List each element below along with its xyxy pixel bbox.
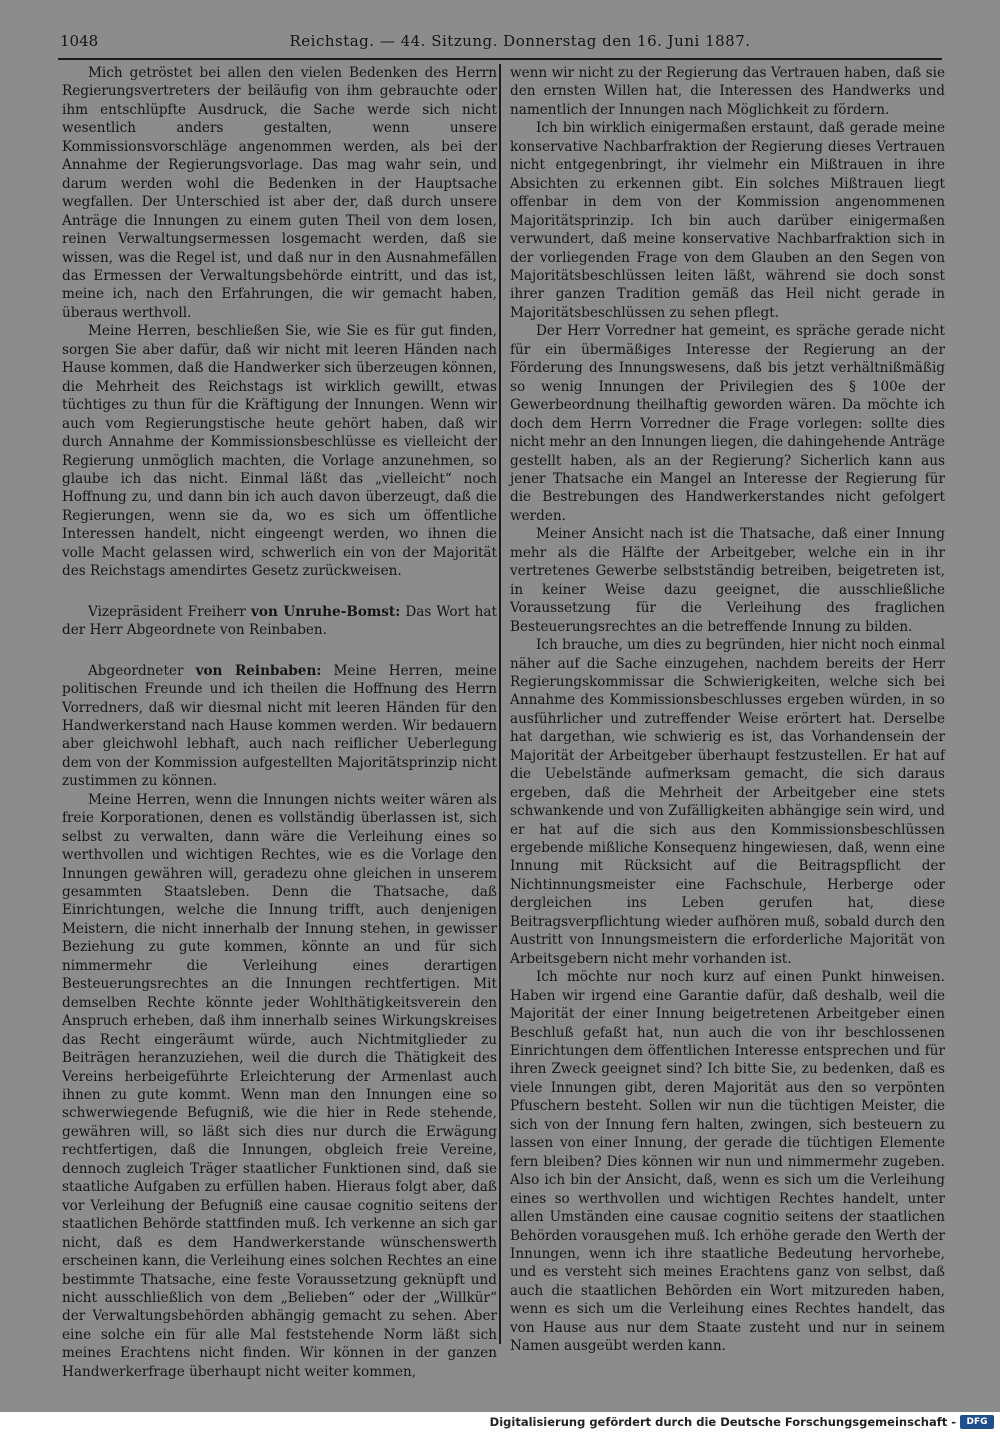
- column-divider: [499, 64, 501, 1344]
- paragraph: Der Herr Vorredner hat gemeint, es spräche gerade nicht für ein übermäßiges Interesse der Regierung an der Förderung des Innungswesens, daß bis jetzt verhältnißmäßig so wenig Innungen der Privilegien des § 100e der Gewerbeordnung theilhaftig geworden wären. Da möchte ich doch dem Herrn Vorredner die Frage vorlegen: sollte dies nicht mehr an den Innungen liegen, die dahingehende Anträge gestellt haben, als an der Regierung? Sicherlich kann aus jener Thatsache ein Mangel an Interesse der Regierung für die Bestrebungen des Handwerkerstandes nicht gefolgert werden.: [510, 323, 945, 524]
- funding-credit: Digitalisierung gefördert durch die Deutsche Forschungsgemeinschaft -: [489, 1415, 956, 1429]
- paragraph: Ich möchte nur noch kurz auf einen Punkt hinweisen. Haben wir irgend eine Garantie dafür, daß deshalb, weil die Majorität der einer Innung beigetretenen Arbeitgeber einen Beschluß gefaßt hat, nun auch die von ihr beschlossenen Einrichtungen dem öffentlichen Interesse entsprechen und für ihren Zweck geeignet sind? Ich bitte Sie, zu bedenken, daß es viele Innungen gibt, deren Majorität aus den so verpönten Pfuschern besteht. Sollen wir nun die tüchtigen Meister, die sich von der Innung fern halten, zwingen, sich besteuern zu lassen von einer Innung, der gerade die tüchtigen Elemente fern bleiben? Dies können wir nun und nimmermehr zugeben. Also ich bin der Ansicht, daß, wenn es sich um die Verleihung eines so werthvollen und wichtigen Rechtes handelt, unter allen Umständen eine causae cognitio seitens der staatlichen Behörden vorausgehen muß. Ich erhöhe gerade den Werth der Innungen, wenn ich ihre staatliche Bedeutung hervorhebe, und es versteht sich meines Erachtens ganz von selbst, daß auch die staatlichen Behörden ein Wort mitzureden haben, wenn es sich um die Verleihung eines Rechtes handelt, das von Hause aus nur dem Staate zusteht und nur in seinem Namen ausgeübt werden kann.: [510, 969, 945, 1355]
- paragraph: Mich getröstet bei allen den vielen Bedenken des Herrn Regierungsvertreters der beiläufig von ihm gebrauchte oder ihm entschlüpfte Ausdruck, die Sache werde sich nicht wesentlich anders gestalten, wenn unsere Kommissionsvorschläge angenommen werden, als bei der Annahme der Regierungsvorlage. Das mag wahr sein, und darum werden wohl die Bedenken in der Hauptsache wegfallen. Der Unterschied ist aber der, daß durch unsere Anträge die Innungen zu einem guten Theil von dem losen, reinen Verwaltungsermessen losgemacht werden, daß sie wissen, was die Regel ist, und daß nur in den Ausnahmefällen das Ermessen der Verwaltungsbehörde eintritt, und das ist, meine ich, nach den Erfahrungen, die wir gemacht haben, überaus werthvoll.: [62, 65, 497, 321]
- page-title: Reichstag. — 44. Sitzung. Donnerstag den 16. Juni 1887.: [289, 32, 751, 50]
- speaker-intro: Abgeordneter: [88, 662, 196, 679]
- speaker-intro: Vizepräsident Freiherr: [88, 603, 252, 620]
- speech-text: Das Wort hat der Herr Abgeordnete von Reinbaben.: [62, 603, 497, 639]
- speaker-paragraph: [62, 662, 497, 791]
- page-number: 1048: [60, 32, 99, 50]
- dfg-logo: DFG: [960, 1415, 994, 1429]
- paragraph: wenn wir nicht zu der Regierung das Vertrauen haben, daß sie den ernsten Willen hat, die Interessen des Handwerks und namentlich der Innungen nach Möglichkeit zu fördern.: [510, 65, 945, 118]
- left-column: [62, 64, 497, 1381]
- paragraph: Meine Herren, wenn die Innungen nichts weiter wären als freie Korporationen, denen es vollständig überlassen ist, sich selbst zu verwalten, dann wäre die Verleihung eines so werthvollen und wichtigen Rechtes, wie es die Vorlage den Innungen gewähren will, geradezu ohne gleichen in unserem gesammten Staatsleben. Denn die Thatsache, daß Einrichtungen, welche die Innung trifft, auch denjenigen Meistern, die nicht innerhalb der Innung stehen, in gewisser Beziehung zu gute kommen, könnte an und für sich nimmermehr die Verleihung eines derartigen Besteuerungsrechtes an die Innungen rechtfertigen. Mit demselben Rechte könnte jeder Wohlthätigkeitsverein den Anspruch erheben, daß ihm innerhalb seines Wirkungskreises das Recht eingeräumt würde, auch Nichtmitglieder zu Beiträgen heranzuziehen, weil die durch die Thätigkeit des Vereins herbeigeführte Erleichterung der Armenlast auch ihnen zu gute kommt. Wenn man den Innungen eine so schwerwiegende Befugniß, wie die hier in Rede stehende, gewähren will, so läßt sich dies nur durch die Erwägung rechtfertigen, daß die Innungen, obgleich freie Vereine, dennoch zugleich Träger staatlicher Funktionen sind, daß sie staatliche Aufgaben zu erfüllen haben. Hieraus folgt aber, daß vor Verleihung der Befugniß eine causae cognitio seitens der staatlichen Behörde stattfinden muß. Ich verkenne an sich gar nicht, daß es dem Handwerkerstande wünschenswerth erscheinen kann, die Verleihung eines solchen Rechtes an eine bestimmte Thatsache, eine feste Voraussetzung geknüpft und nicht ausschließlich von dem „Belieben“ oder der „Willkür“ der Verwaltungsbehörden abhängig gemacht zu sehen. Aber eine solche ein für alle Mal feststehende Norm läßt sich meines Erachtens nicht finden. Wir können in der ganzen Handwerkerfrage überhaupt nicht weiter kommen,: [62, 791, 497, 1380]
- page-header: [60, 32, 940, 54]
- speaker-name: von Unruhe-Bomst:: [251, 603, 401, 620]
- right-column: [510, 64, 945, 1356]
- footer-bar: [0, 1412, 1000, 1432]
- speaker-name: von Reinbaben:: [195, 662, 322, 679]
- speaker-paragraph: [62, 603, 497, 640]
- paragraph: Ich bin wirklich einigermaßen erstaunt, daß gerade meine konservative Nachbarfraktion der Regierung dieses Vertrauen nicht entgegenbringt, ihr vielmehr ein Mißtrauen in ihre Absichten zu erkennen gibt. Ein solches Mißtrauen liegt offenbar in dem von der Kommission angenommenen Majoritätsprinzip. Ich bin auch darüber einigermaßen verwundert, daß meine konservative Nachbarfraktion sich in der vorliegenden Frage von dem Glauben an den Segen von Majoritätsbeschlüssen leiten läßt, während sie doch sonst ihrer ganzen Tradition gemäß das Heil nicht gerade in Majoritätsbeschlüssen zu sehen pflegt.: [510, 120, 945, 321]
- header-rule: [58, 58, 942, 60]
- paragraph: Ich brauche, um dies zu begründen, hier nicht noch einmal näher auf die Sache einzugehen, nachdem bereits der Herr Regierungskommissar die Schwierigkeiten, welche sich bei Annahme des Kommissionsbeschlusses ergeben würden, in so ausführlicher und zutreffender Weise erörtert hat. Derselbe hat dargethan, wie schwierig es ist, das Vorhandensein der Majorität der Arbeitgeber überhaupt festzustellen. Er hat auf die Uebelstände aufmerksam gemacht, die sich daraus ergeben, daß die Mehrheit der Arbeitgeber eine stets schwankende und von Zufälligkeiten abhängige sein wird, und er hat auf die sich aus den Kommissionsbeschlüssen ergebende mißliche Konsequenz hingewiesen, daß, wenn eine Innung mit Rücksicht auf die Beitragspflicht der Nichtinnungsmeister eine Fachschule, Herberge oder dergleichen ins Leben gerufen hat, diese Beitragsverpflichtung wieder aufhören muß, sobald durch den Austritt von Innungsmeistern die erforderliche Majorität von Arbeitsgebern nicht mehr vorhanden ist.: [510, 637, 945, 967]
- speech-text: Meine Herren, meine politischen Freunde und ich theilen die Hoffnung des Herrn Vorredners, daß wir diesmal nicht mit leeren Händen für den Handwerkerstand nach Hause kommen werden. Wir bedauern aber gleichwohl lebhaft, auch nach reiflicher Ueberlegung dem von der Kommission aufgestellten Majoritätsprinzip nicht zustimmen zu können.: [62, 662, 497, 790]
- paragraph: Meine Herren, beschließen Sie, wie Sie es für gut finden, sorgen Sie aber dafür, daß wir nicht mit leeren Händen nach Hause kommen, daß die Handwerker sich überzeugen können, die Mehrheit des Reichstags ist wirklich gewillt, etwas tüchtiges zu thun für die Kräftigung der Innungen. Wenn wir auch vom Regierungstische heute gehört haben, daß wir durch Annahme der Kommissionsbeschlüsse es vielleicht der Regierung unmöglich machten, die Vorlage anzunehmen, so glaube ich das nicht. Einmal läßt das „vielleicht“ noch Hoffnung zu, und dann bin ich auch davon überzeugt, daß die Regierungen, wenn sie da, wo es sich um öffentliche Interessen handelt, nicht eingeengt werden, wo ihnen die volle Macht gelassen wird, schwerlich ein von der Majorität des Reichstags amendirtes Gesetz zurückweisen.: [62, 323, 497, 580]
- paragraph: Meiner Ansicht nach ist die Thatsache, daß einer Innung mehr als die Hälfte der Arbeitgeber, welche ein in ihr vertretenes Gewerbe selbstständig betreiben, beigetreten ist, in keiner Weise dazu geeignet, die ausschließliche Voraussetzung für die Verleihung des fraglichen Besteuerungsrechtes an die betreffende Innung zu bilden.: [510, 526, 945, 635]
